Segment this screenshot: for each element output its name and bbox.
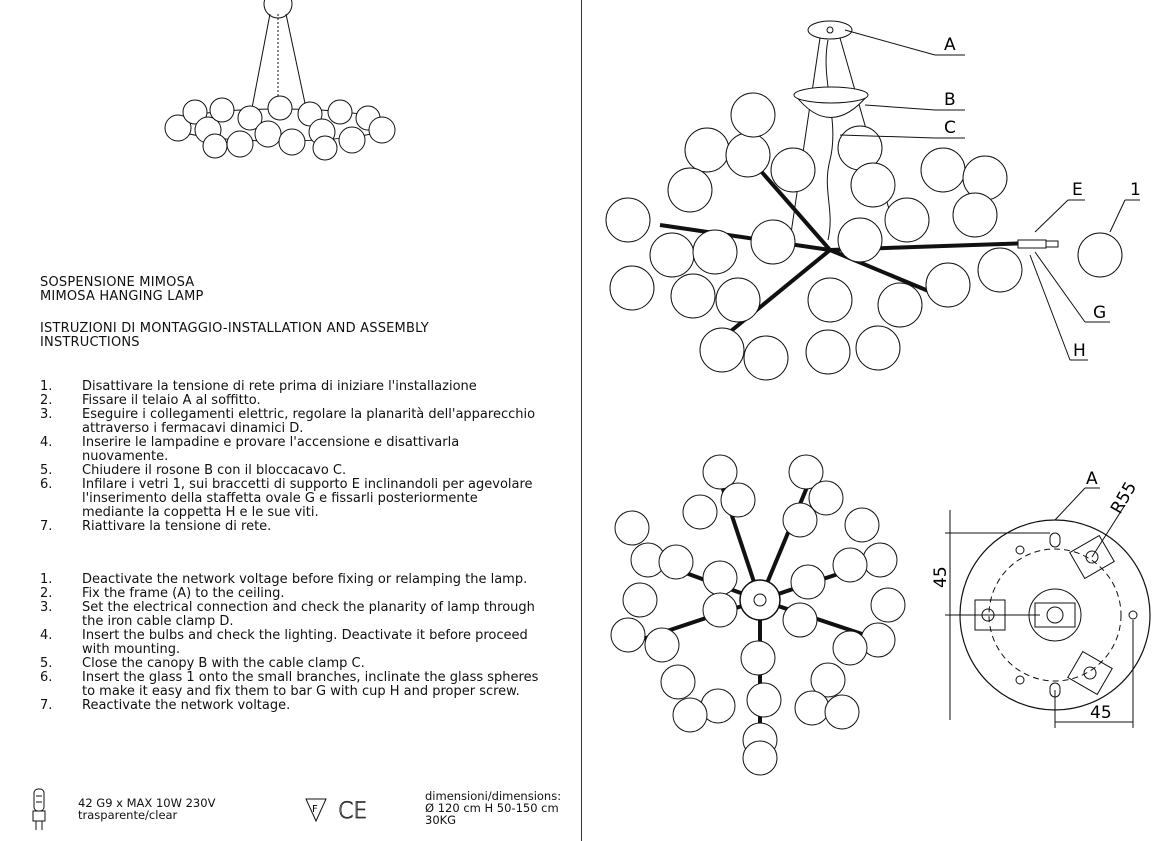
finish-text: trasparente/clear — [78, 808, 178, 822]
title-line-it: SOSPENSIONE MIMOSA — [40, 275, 195, 290]
f-mark-letter: F — [312, 804, 318, 815]
callout-g: G — [1093, 303, 1107, 323]
subtitle-line-2: INSTRUCTIONS — [40, 335, 140, 350]
step-number: 4. — [40, 628, 53, 643]
step-text: Disattivare la tensione di rete prima di iniziare l'installazione — [82, 379, 477, 394]
title-line-en: MIMOSA HANGING LAMP — [40, 289, 204, 304]
lamp-preview-icon — [165, 0, 395, 160]
callout-1: 1 — [1130, 180, 1141, 200]
step-number: 6. — [40, 477, 53, 492]
callout-a: A — [944, 35, 956, 55]
step-number: 3. — [40, 600, 53, 615]
step-text: Infilare i vetri 1, sui braccetti di supporto E inclinandoli per agevolare l'inserimento della staffetta ovale G e fissarli posteriormente mediante la coppetta H e le sue viti. — [82, 477, 533, 520]
step-number: 7. — [40, 698, 53, 713]
f-mark-icon — [306, 799, 326, 821]
plate-dim-horizontal: 45 — [1090, 703, 1112, 723]
step-number: 1. — [40, 572, 53, 587]
step-number: 5. — [40, 463, 53, 478]
step-text: Chiudere il rosone B con il bloccacavo C. — [82, 463, 347, 478]
weight-value: 30KG — [425, 813, 457, 827]
top-view-drawing — [611, 455, 905, 775]
bulb-spec-text: 42 G9 x MAX 10W 230V — [78, 796, 216, 810]
plate-dim-vertical: 45 — [931, 566, 951, 588]
step-text: Reactivate the network voltage. — [82, 698, 291, 713]
step-number: 2. — [40, 586, 53, 601]
step-number: 7. — [40, 519, 53, 534]
step-number: 6. — [40, 670, 53, 685]
plate-radius-label: R55 — [1107, 478, 1142, 518]
step-number: 1. — [40, 379, 53, 394]
step-number: 4. — [40, 435, 53, 450]
step-number: 5. — [40, 656, 53, 671]
dimensions-value: Ø 120 cm H 50-150 cm — [425, 801, 559, 815]
callout-e: E — [1072, 180, 1083, 200]
step-text: Close the canopy B with the cable clamp C. — [82, 656, 365, 671]
plate-label-a: A — [1086, 469, 1098, 489]
step-text: Eseguire i collegamenti elettric, regolare la planarità dell'apparecchio attraverso i fermacavi dinamici D. — [82, 407, 536, 436]
callout-b: B — [944, 90, 956, 110]
ce-mark-icon: CE — [338, 799, 368, 824]
step-number: 2. — [40, 393, 53, 408]
step-text: Inserire le lampadine e provare l'accensione e disattivarla nuovamente. — [82, 435, 460, 464]
step-text: Deactivate the network voltage before fixing or relamping the lamp. — [82, 572, 528, 587]
step-text: Riattivare la tensione di rete. — [82, 519, 272, 534]
g9-bulb-icon — [33, 789, 45, 830]
step-text: Insert the glass 1 onto the small branches, inclinate the glass spheres to make it easy and fix them to bar G with cup H and proper screw. — [82, 670, 539, 699]
step-text: Insert the bulbs and check the lighting. Deactivate it before proceed with mounting. — [82, 628, 528, 657]
callout-c: C — [944, 118, 956, 138]
step-number: 3. — [40, 407, 53, 422]
callout-h: H — [1073, 341, 1086, 361]
ceiling-plate-drawing — [945, 488, 1150, 728]
step-text: Fissare il telaio A al soffitto. — [82, 393, 261, 408]
exploded-assembly-drawing — [606, 21, 1140, 380]
step-text: Fix the frame (A) to the ceiling. — [82, 586, 285, 601]
subtitle-line-1: ISTRUZIONI DI MONTAGGIO-INSTALLATION AND ASSEMBLY — [40, 321, 429, 336]
step-text: Set the electrical connection and check the planarity of lamp through the iron cable clamp D. — [82, 600, 535, 629]
dimensions-label: dimensioni/dimensions: — [425, 789, 562, 803]
